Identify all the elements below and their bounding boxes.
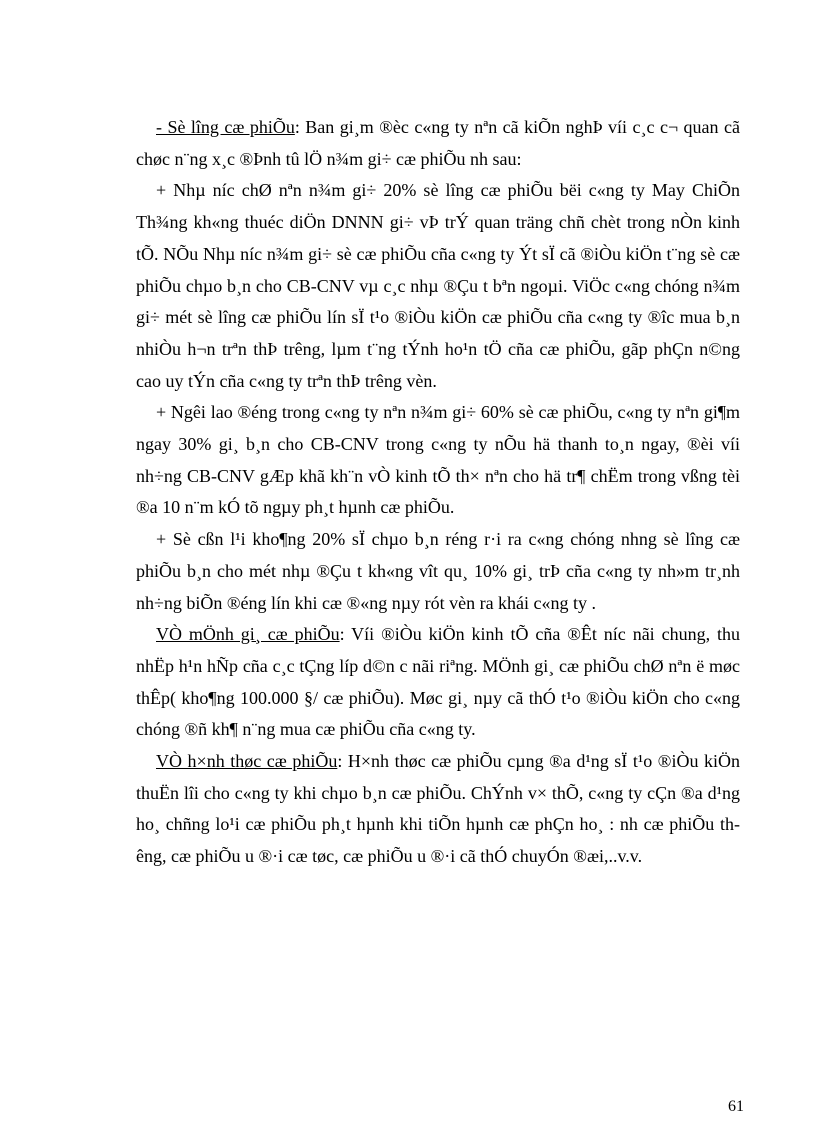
page-number: 61 [728, 1098, 744, 1115]
paragraph-public-share [136, 524, 740, 619]
paragraph-heading: VÒ h×nh thøc cæ phiÕu [156, 751, 338, 772]
paragraph-shares-quantity [136, 112, 740, 175]
paragraph-heading: - Sè lîng cæ phiÕu [156, 117, 295, 137]
paragraph-employee-share [136, 397, 740, 524]
paragraph-text: : Ban gi¸m ®èc c«ng ty nªn cã kiÕn nghÞ víi c¸c c¬ quan cã chøc n¨ng x¸c ®Þnh tû lÖ n¾m gi÷ cæ phiÕu nh sau: [136, 117, 740, 169]
paragraph-par-value [136, 619, 740, 746]
paragraph-text: + Nhµ níc chØ nªn n¾m gi÷ 20% sè lîng cæ phiÕu bëi c«ng ty May ChiÕn Th¾ng kh«ng thuéc diÖn DNNN gi÷ vÞ trÝ quan träng chñ chèt trong nÒn kinh tÕ. NÕu Nhµ níc n¾m gi÷ sè cæ phiÕu cña c«ng ty Ýt sÏ cã ®iÒu kiÖn t¨ng sè cæ phiÕu chµo b¸n cho CB-CNV vµ c¸c nhµ ®Çu t bªn ngoµi. ViÖc c«ng chóng n¾m gi÷ mét sè lîng cæ phiÕu lín sÏ t¹o ®iÒu kiÖn cæ phiÕu cña c«ng ty ®îc mua b¸n nhiÒu h¬n trªn thÞ trêng, lµm t¨ng tÝnh ho¹n tÖ cña cæ phiÕu, gãp phÇn n©ng cao uy tÝn cña c«ng ty trªn thÞ trêng vèn. [136, 180, 740, 391]
paragraph-state-share [136, 175, 740, 397]
paragraph-share-form [136, 746, 740, 873]
paragraph-text: : Víi ®iÒu kiÖn kinh tÕ cña ®Êt níc nãi chung, thu nhËp h¹n hÑp cña c¸c tÇng líp d©n c nãi riªng. MÖnh gi¸ cæ phiÕu chØ nªn ë møc thÊp( kho¶ng 100.000 §/ cæ phiÕu). Møc gi¸ nµy cã thÓ t¹o ®iÒu kiÖn cho c«ng chóng ®ñ kh¶ n¨ng mua cæ phiÕu cña c«ng ty. [136, 624, 740, 740]
paragraph-text: + Sè cßn l¹i kho¶ng 20% sÏ chµo b¸n réng r·i ra c«ng chóng nhng sè lîng cæ phiÕu b¸n cho mét nhµ ®Çu t kh«ng vît qu¸ 10% gi¸ trÞ cña c«ng ty nh»m tr¸nh nh÷ng biÕn ®éng lín khi cæ ®«ng nµy rót vèn ra khái c«ng ty . [136, 529, 740, 613]
paragraph-heading: VÒ mÖnh gi¸ cæ phiÕu [156, 624, 340, 645]
paragraph-text: : H×nh thøc cæ phiÕu cµng ®a d¹ng sÏ t¹o ®iÒu kiÖn thuËn lîi cho c«ng ty khi chµo b¸n cæ phiÕu. ChÝnh v× thÕ, c«ng ty cÇn ®a d¹ng ho¸ chñng lo¹i cæ phiÕu ph¸t hµnh khi tiÕn hµnh cæ phÇn ho¸ : nh cæ phiÕu thêng, cæ phiÕu u ®·i cæ tøc, cæ phiÕu u ®·i cã thÓ chuyÓn ®æi,..v.v. [136, 751, 740, 867]
paragraph-text: + Ngêi lao ®éng trong c«ng ty nªn n¾m gi÷ 60% sè cæ phiÕu, c«ng ty nªn gi¶m ngay 30% gi¸ b¸n cho CB-CNV trong c«ng ty nÕu hä thanh to¸n ngay, ®èi víi nh÷ng CB-CNV gÆp khã kh¨n vÒ kinh tÕ th× nªn cho hä tr¶ chËm trong vßng tèi ®a 10 n¨m kÓ tõ ngµy ph¸t hµnh cæ phiÕu. [136, 402, 740, 518]
document-body [136, 112, 740, 873]
